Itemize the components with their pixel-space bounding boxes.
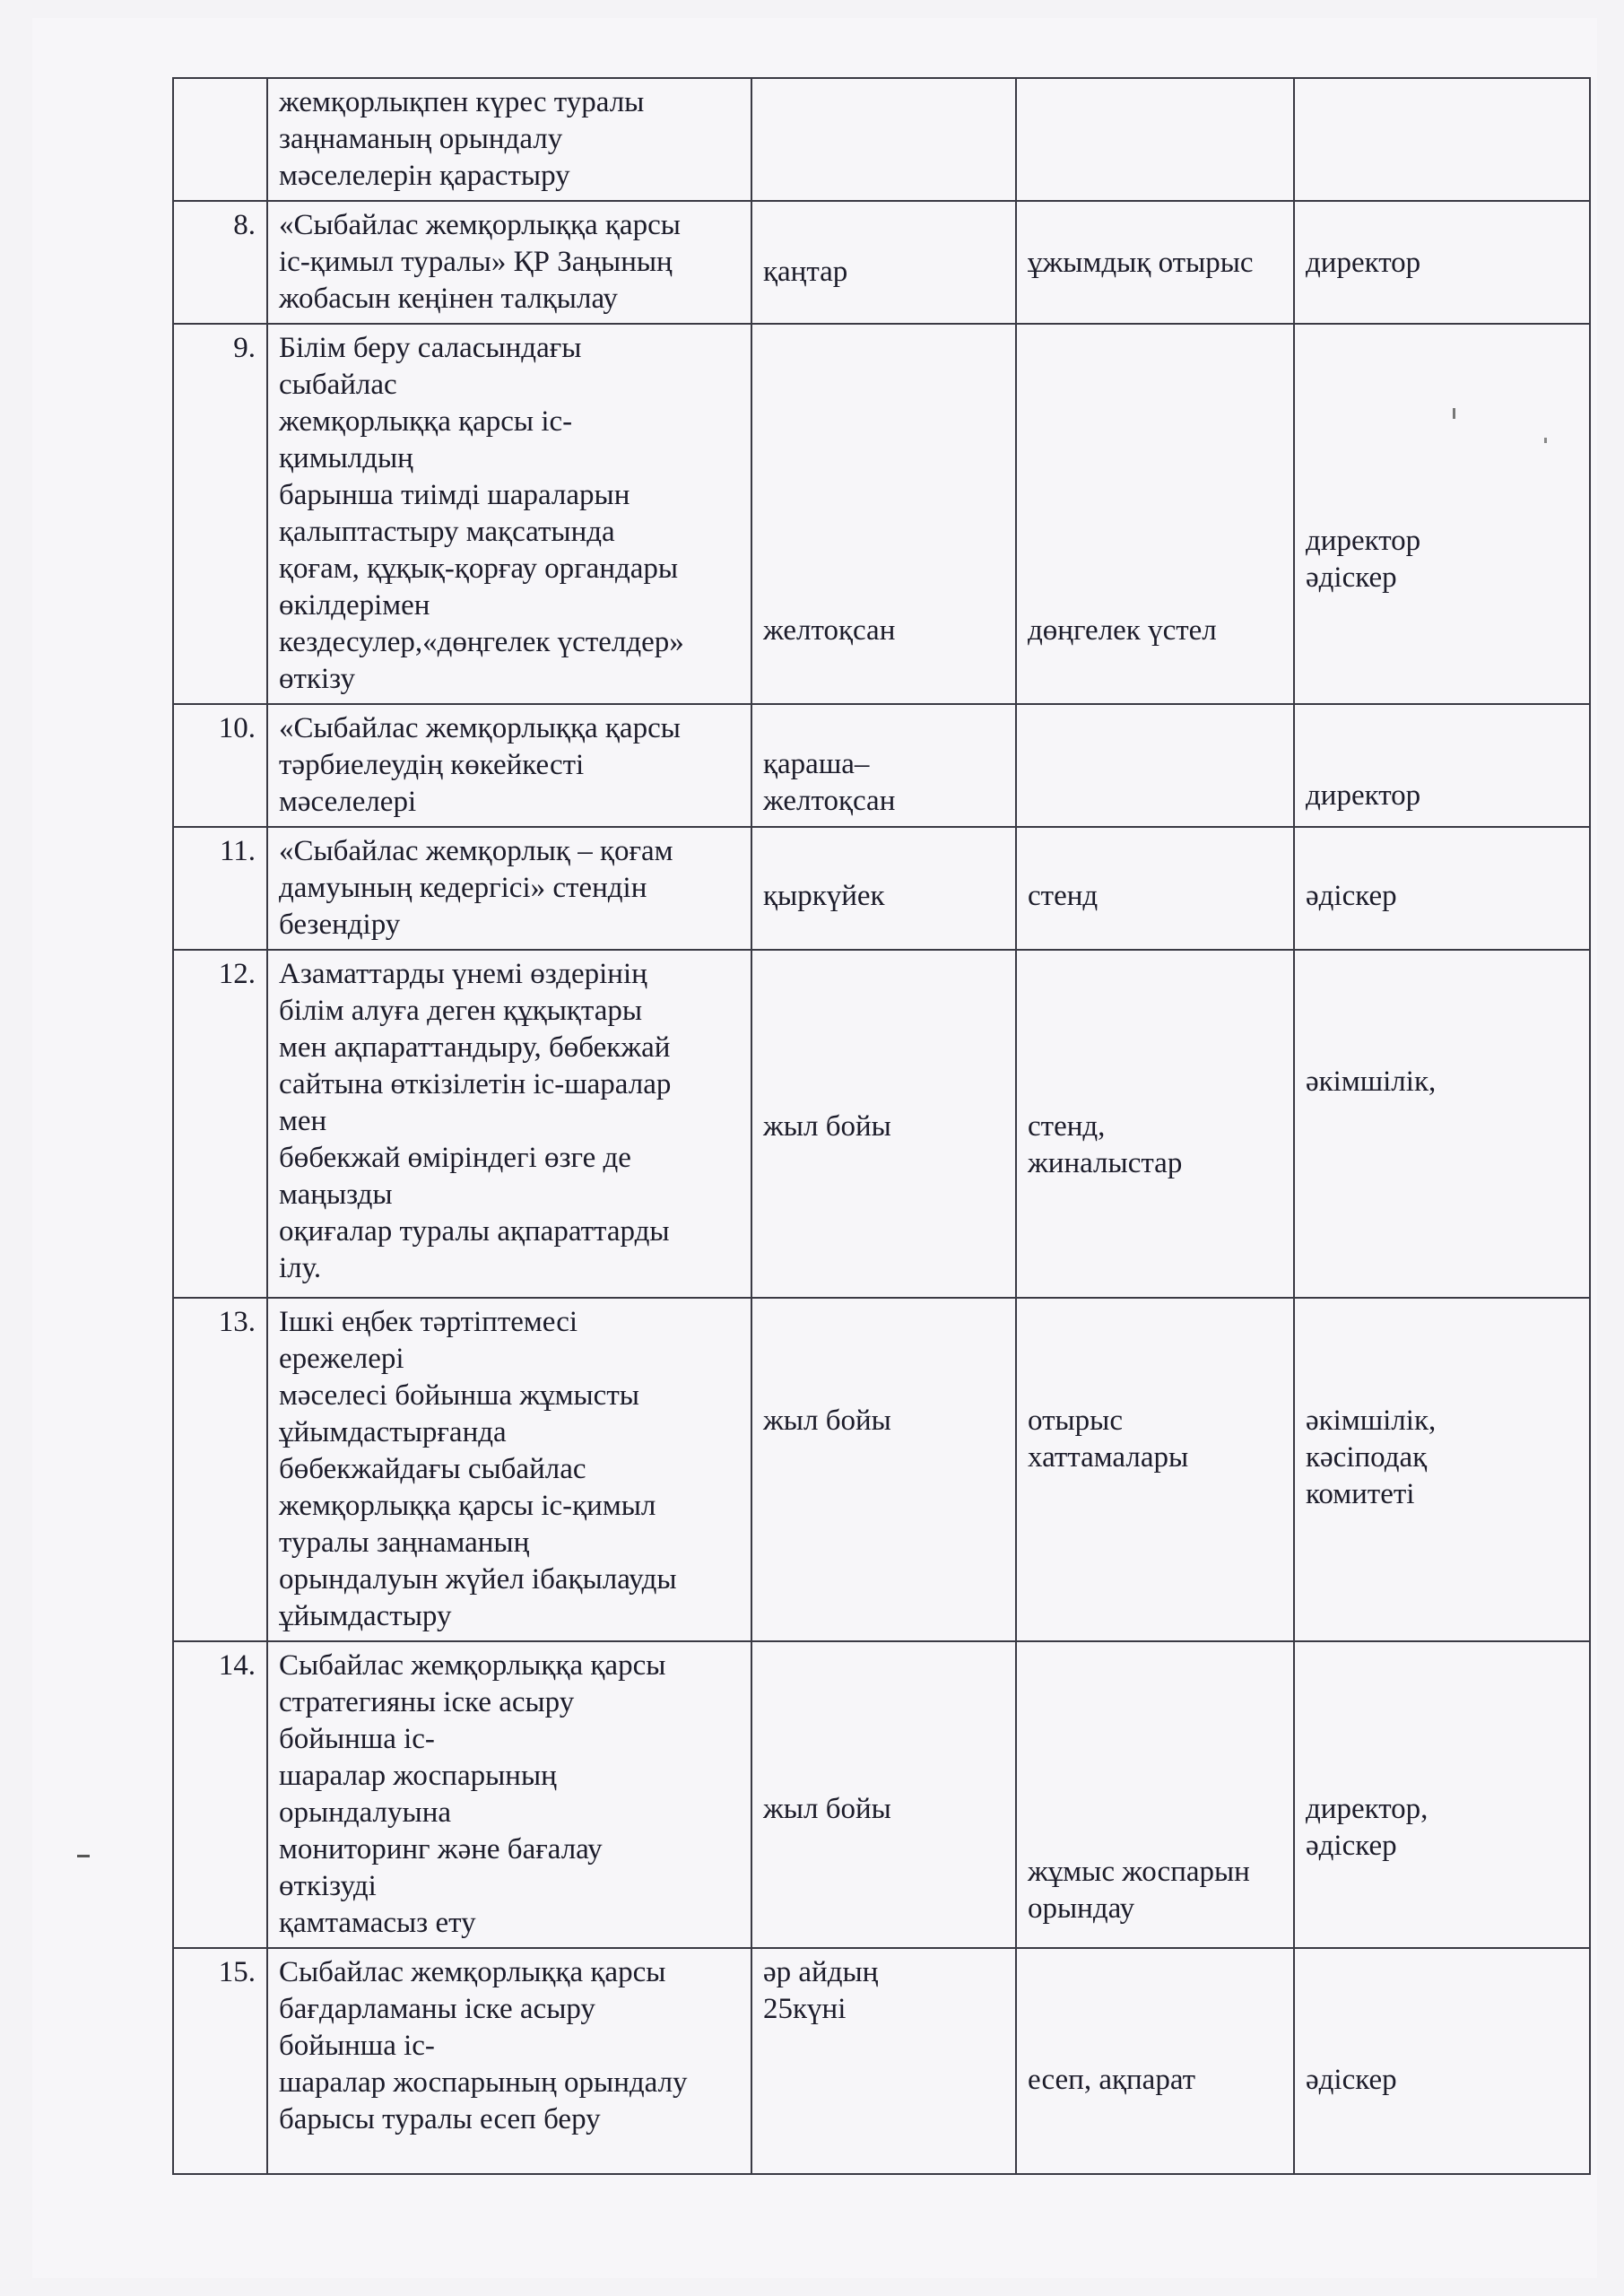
completion-form-cell-text: стенд: [1028, 880, 1099, 912]
activity-line: шаралар жоспарының: [279, 1760, 557, 1792]
activity-line: шаралар жоспарының орындалу: [279, 2066, 688, 2099]
deadline-cell-text: әр айдың 25күні: [763, 1956, 879, 2025]
scan-speck: [77, 1855, 90, 1857]
deadline-cell-text: желтоқсан: [763, 614, 896, 647]
deadline-cell-text: жыл бойы: [763, 1110, 891, 1143]
activity-line: Білім беру саласындағы: [279, 332, 582, 364]
activity-line: тәрбиелеудің көкейкесті: [279, 749, 585, 781]
completion-form-cell-text: жұмыс жоспарын орындау: [1028, 1856, 1250, 1925]
completion-form-cell: [1016, 324, 1294, 704]
deadline-cell: [751, 201, 1016, 324]
activity-line: өткізу: [279, 663, 355, 695]
scan-speck: [1544, 438, 1547, 443]
completion-form-cell: [1016, 201, 1294, 324]
completion-form-cell-text: ұжымдық отырыс: [1028, 247, 1254, 279]
activity-line: Сыбайлас жемқорлыққа қарсы: [279, 1649, 666, 1682]
activity-line: безендіру: [279, 909, 401, 941]
activity-line: «Сыбайлас жемқорлыққа қарсы: [279, 209, 681, 241]
completion-form-cell: [1016, 827, 1294, 950]
activity-line: ұйымдастыру: [279, 1600, 452, 1632]
activity-line: бойынша іс-: [279, 2030, 435, 2062]
activity-line: стратегияны іске асыру: [279, 1686, 575, 1718]
row-number: 13.: [173, 1298, 267, 1641]
completion-form-cell: [1016, 704, 1294, 827]
activity-line: сайтына өткізілетін іс-шаралар: [279, 1068, 672, 1100]
activity-cell: [267, 704, 751, 827]
activity-line: мәселелерін қарастыру: [279, 160, 570, 192]
deadline-cell: [751, 1298, 1016, 1641]
activity-line: ілу.: [279, 1252, 322, 1284]
deadline-cell-text: қараша– желтоқсан: [763, 748, 896, 817]
activity-line: қоғам, құқық-қорғау органдары: [279, 552, 679, 585]
row-number: 11.: [173, 827, 267, 950]
row-number: 15.: [173, 1948, 267, 2174]
activity-line: өкілдерімен: [279, 589, 430, 622]
activity-line: өткізуді: [279, 1870, 377, 1902]
activity-line: Азаматтарды үнемі өздерінің: [279, 958, 647, 990]
responsible-cell-text: директор: [1306, 247, 1421, 279]
row-number: 12.: [173, 950, 267, 1298]
responsible-cell: [1294, 201, 1590, 324]
activity-line: орындалуын жүйел ібақылауды: [279, 1563, 677, 1596]
activity-line: барынша тиімді шараларын: [279, 479, 630, 511]
activity-line: білім алуға деген құқықтары: [279, 995, 643, 1027]
activity-line: бөбекжай өміріндегі өзге де: [279, 1142, 631, 1174]
table-row: [173, 704, 1590, 827]
activity-cell: [267, 950, 751, 1298]
activity-line: оқиғалар туралы ақпараттарды: [279, 1215, 670, 1248]
activity-line: бөбекжайдағы сыбайлас: [279, 1453, 586, 1485]
activity-line: ережелері: [279, 1343, 404, 1375]
responsible-cell: [1294, 950, 1590, 1298]
activity-line: іс-қимыл туралы» ҚР Заңының: [279, 246, 673, 278]
responsible-cell-text: әдіскер: [1306, 880, 1397, 912]
responsible-cell: [1294, 1641, 1590, 1948]
activity-line: жобасын кеңінен талқылау: [279, 283, 618, 315]
activity-line: ұйымдастырғанда: [279, 1416, 507, 1448]
responsible-cell: [1294, 1298, 1590, 1641]
responsible-cell-text: әкімшілік,: [1306, 1065, 1437, 1098]
table-body: [173, 78, 1590, 2174]
responsible-cell-text: директор: [1306, 779, 1421, 812]
deadline-cell: [751, 78, 1016, 201]
activity-cell: [267, 324, 751, 704]
activity-line: қимылдың: [279, 442, 413, 474]
deadline-cell: [751, 1948, 1016, 2174]
activity-line: Ішкі еңбек тәртіптемесі: [279, 1306, 578, 1338]
responsible-cell-text: директор әдіскер: [1306, 525, 1421, 594]
activity-cell: [267, 201, 751, 324]
deadline-cell: [751, 704, 1016, 827]
completion-form-cell-text: стенд, жиналыстар: [1028, 1110, 1183, 1179]
completion-form-cell: [1016, 78, 1294, 201]
activity-line: мониторинг және бағалау: [279, 1833, 603, 1866]
activity-cell: [267, 1641, 751, 1948]
row-number: 9.: [173, 324, 267, 704]
activity-line: кездесулер,«дөңгелек үстелдер»: [279, 626, 684, 658]
table-row: [173, 950, 1590, 1298]
activity-line: сыбайлас: [279, 369, 397, 401]
completion-form-cell: [1016, 1298, 1294, 1641]
deadline-cell-text: жыл бойы: [763, 1405, 891, 1437]
activity-line: бойынша іс-: [279, 1723, 435, 1755]
table-row: [173, 201, 1590, 324]
responsible-cell-text: әкімшілік, кәсіподақ комитеті: [1306, 1405, 1437, 1510]
activity-line: бағдарламаны іске асыру: [279, 1993, 595, 2025]
completion-form-cell-text: дөңгелек үстел: [1028, 614, 1217, 647]
activity-line: мен: [279, 1105, 327, 1137]
row-number: [173, 78, 267, 201]
activity-line: қамтамасыз ету: [279, 1907, 476, 1939]
activity-line: жемқорлықпен күрес туралы: [279, 86, 645, 118]
activity-cell: [267, 827, 751, 950]
activity-line: жемқорлыққа қарсы іс-: [279, 405, 573, 438]
activity-line: «Сыбайлас жемқорлыққа қарсы: [279, 712, 681, 744]
responsible-cell-text: директор, әдіскер: [1306, 1793, 1429, 1862]
activity-line: жемқорлыққа қарсы іс-қимыл: [279, 1490, 656, 1522]
deadline-cell: [751, 950, 1016, 1298]
activity-line: барысы туралы есеп беру: [279, 2103, 601, 2135]
activity-cell: [267, 78, 751, 201]
row-number: 14.: [173, 1641, 267, 1948]
responsible-cell: [1294, 827, 1590, 950]
scan-speck: [1453, 408, 1455, 419]
completion-form-cell-text: есеп, ақпарат: [1028, 2064, 1196, 2096]
completion-form-cell-text: отырыс хаттамалары: [1028, 1405, 1189, 1474]
row-number: 8.: [173, 201, 267, 324]
table-row: [173, 827, 1590, 950]
activity-line: орындалуына: [279, 1796, 452, 1829]
activity-line: мәселесі бойынша жұмысты: [279, 1379, 639, 1412]
deadline-cell-text: қыркүйек: [763, 880, 885, 912]
activity-line: Сыбайлас жемқорлыққа қарсы: [279, 1956, 666, 1988]
completion-form-cell: [1016, 950, 1294, 1298]
row-number: 10.: [173, 704, 267, 827]
deadline-cell: [751, 827, 1016, 950]
activity-cell: [267, 1948, 751, 2174]
activity-cell: [267, 1298, 751, 1641]
deadline-cell-text: қаңтар: [763, 256, 848, 288]
deadline-cell-text: жыл бойы: [763, 1793, 891, 1825]
deadline-cell: [751, 324, 1016, 704]
completion-form-cell: [1016, 1948, 1294, 2174]
deadline-cell: [751, 1641, 1016, 1948]
activity-line: туралы заңнаманың: [279, 1526, 530, 1559]
table-row: [173, 324, 1590, 704]
table-row: [173, 1948, 1590, 2174]
responsible-cell: [1294, 704, 1590, 827]
responsible-cell: [1294, 1948, 1590, 2174]
responsible-cell: [1294, 324, 1590, 704]
table-row: [173, 1641, 1590, 1948]
responsible-cell: [1294, 78, 1590, 201]
activity-line: «Сыбайлас жемқорлық – қоғам: [279, 835, 673, 867]
responsible-cell-text: әдіскер: [1306, 2064, 1397, 2096]
completion-form-cell: [1016, 1641, 1294, 1948]
activity-line: дамуының кедергісі» стендін: [279, 872, 647, 904]
activity-line: заңнаманың орындалу: [279, 123, 563, 155]
activity-line: маңызды: [279, 1178, 393, 1211]
activity-line: қалыптастыру мақсатында: [279, 516, 615, 548]
table-row: [173, 78, 1590, 201]
table-row: [173, 1298, 1590, 1641]
activity-line: мен ақпараттандыру, бөбекжай: [279, 1031, 671, 1064]
anti-corruption-plan-table: [172, 77, 1591, 2175]
activity-line: мәселелері: [279, 786, 417, 818]
